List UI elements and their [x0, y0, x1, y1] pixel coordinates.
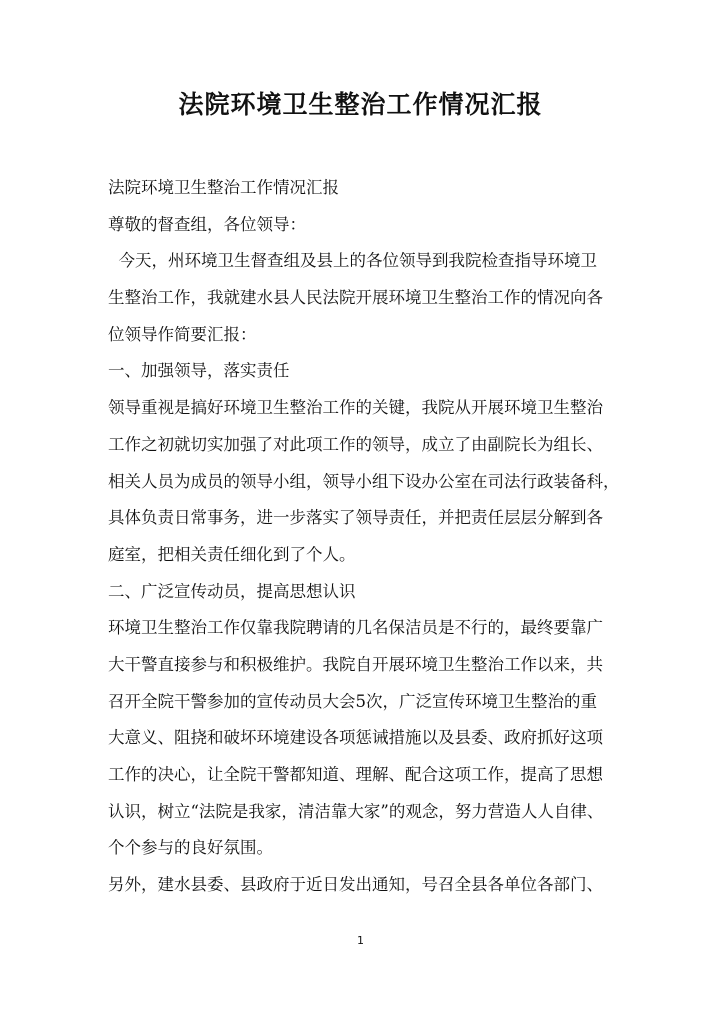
paragraph-heading-repeat	[108, 170, 624, 207]
text-line: 大干警直接参与和积极维护。我院自开展环境卫生整治工作以来，共	[108, 654, 603, 674]
text-line: 另外，建水县委、县政府于近日发出通知，号召全县各单位各部门、	[108, 875, 603, 895]
paragraph-additional	[108, 867, 624, 904]
text-line: 位领导作简要汇报：	[108, 324, 257, 344]
section-heading-2	[108, 574, 624, 611]
text-line: 法院环境卫生整治工作情况汇报	[108, 178, 339, 197]
text-line: 环境卫生整治工作仅靠我院聘请的几名保洁员是不行的，最终要靠广	[108, 618, 603, 638]
text-line: 二、广泛宣传动员，提高思想认识	[108, 581, 356, 601]
document-title: 法院环境卫生整治工作情况汇报	[178, 90, 543, 119]
text-line: 相关人员为成员的领导小组，领导小组下设办公室在司法行政装备科，	[108, 471, 620, 491]
text-line: 大意义、阻挠和破坏环境建设各项惩诫措施以及县委、政府抓好这项	[108, 728, 603, 748]
text-line: 具体负责日常事务，进一步落实了领导责任，并把责任层层分解到各	[108, 508, 603, 528]
text-line: 一、加强领导，落实责任	[108, 361, 290, 381]
text-line: 领导重视是搞好环境卫生整治工作的关键，我院从开展环境卫生整治	[108, 398, 603, 418]
paragraph-salutation	[108, 207, 624, 244]
document-body	[108, 170, 624, 904]
paragraph-intro	[108, 243, 624, 353]
paragraph-section-2	[108, 610, 624, 867]
text-line: 生整治工作，我就建水县人民法院开展环境卫生整治工作的情况向各	[108, 288, 603, 308]
section-heading-1	[108, 353, 624, 390]
text-line: 尊敬的督查组，各位领导：	[108, 214, 306, 234]
text-line: 召开全院干警参加的宣传动员大会5次，广泛宣传环境卫生整治的重	[108, 691, 597, 711]
paragraph-section-1	[108, 390, 624, 573]
text-line: 庭室，把相关责任细化到了个人。	[108, 544, 356, 564]
text-line: 个个参与的良好氛围。	[108, 838, 273, 858]
text-line: 今天，州环境卫生督查组及县上的各位领导到我院检查指导环境卫	[108, 251, 597, 271]
page-number: 1	[357, 934, 364, 947]
text-line: 认识，树立“法院是我家，清洁靠大家”的观念，努力营造人人自律、	[108, 801, 604, 821]
text-line: 工作之初就切实加强了对此项工作的领导，成立了由副院长为组长、	[108, 434, 603, 454]
text-line: 工作的决心，让全院干警都知道、理解、配合这项工作，提高了思想	[108, 765, 603, 784]
